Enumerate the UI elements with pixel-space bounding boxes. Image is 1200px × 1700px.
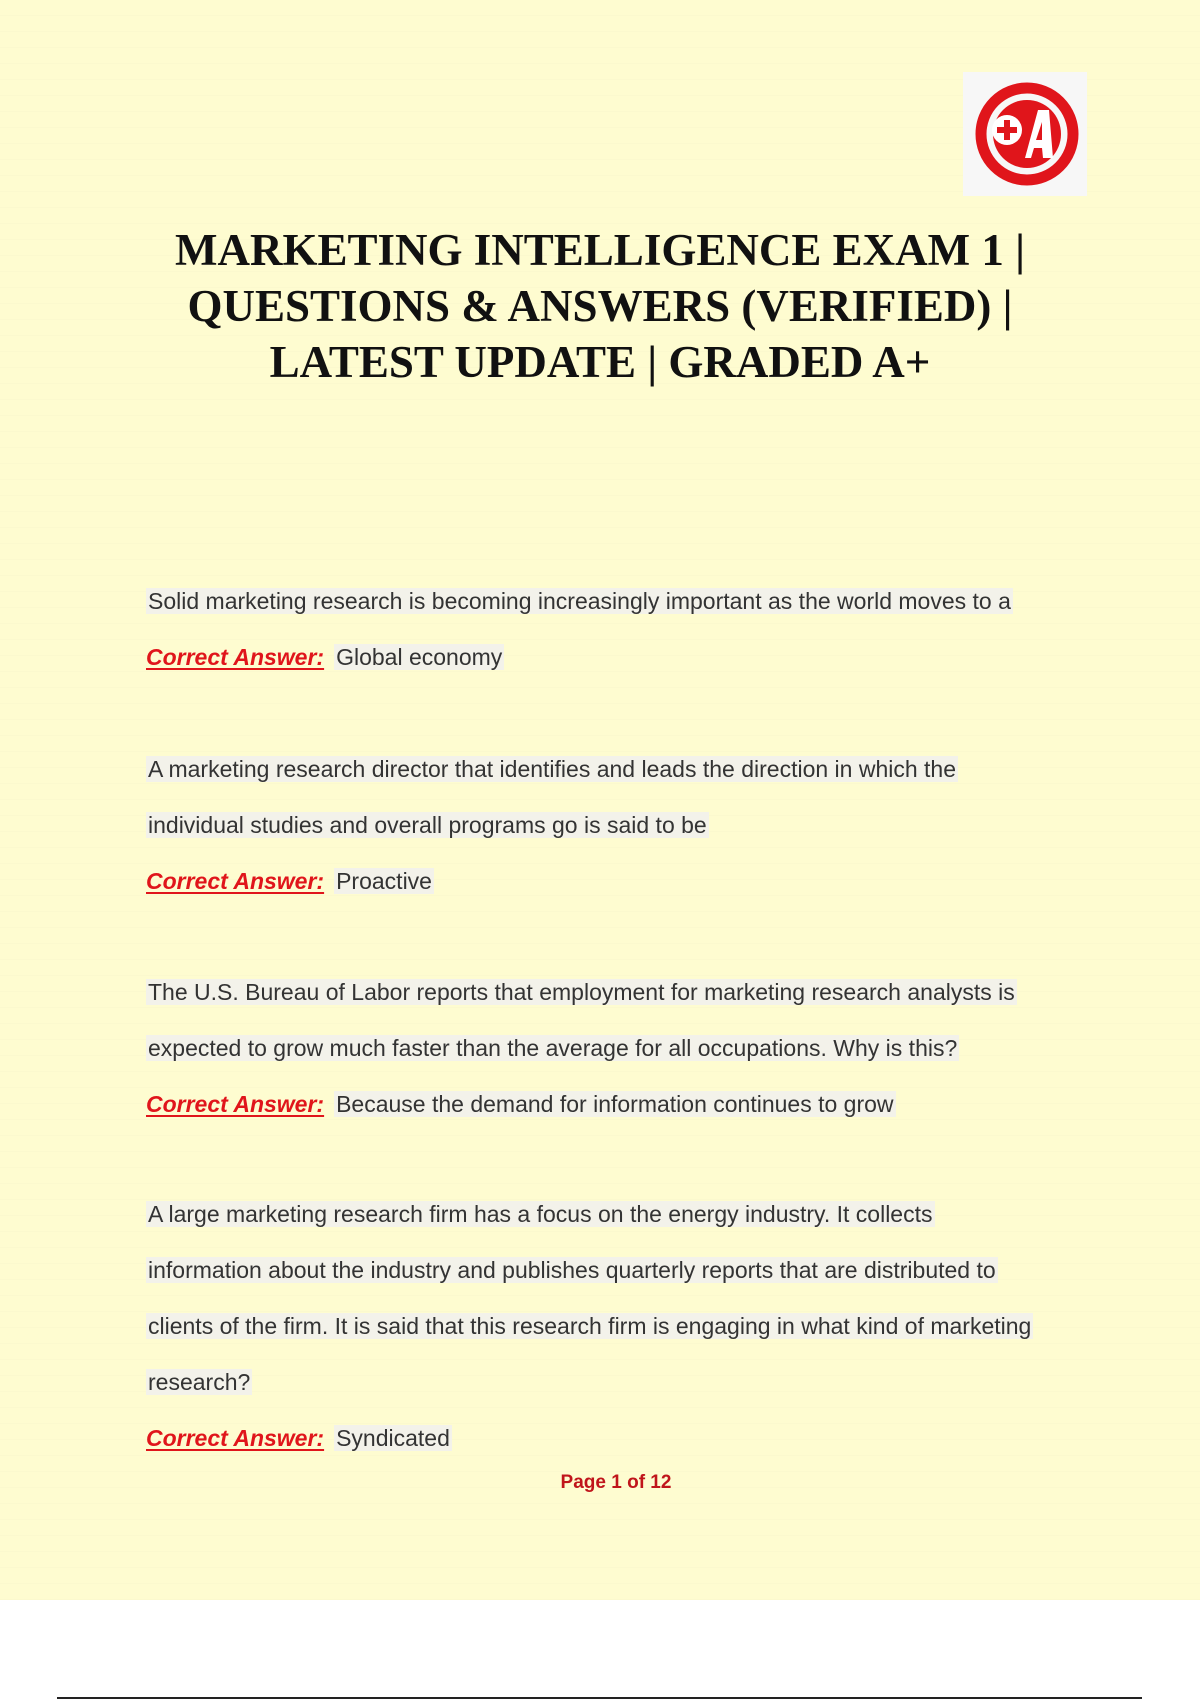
answer-label: Correct Answer:	[146, 868, 325, 894]
question-line: research?	[148, 1369, 251, 1395]
question-line: individual studies and overall programs go is said to be	[148, 812, 707, 838]
answer-label: Correct Answer:	[146, 644, 325, 670]
answer-label: Correct Answer:	[146, 1091, 325, 1117]
answer-line	[146, 863, 1106, 903]
bottom-divider	[57, 1697, 1142, 1699]
answer-value: Proactive	[336, 868, 432, 894]
question-line: clients of the firm. It is said that this research firm is engaging in what kind of marketing	[148, 1313, 1032, 1339]
answer-line	[146, 639, 1106, 679]
qa-item-3	[146, 974, 1106, 1126]
title-line-1: MARKETING INTELLIGENCE EXAM 1 |	[174, 225, 1025, 275]
answer-value: Global economy	[336, 644, 503, 670]
page-number: Page 1 of 12	[560, 1472, 672, 1493]
title-line-2: QUESTIONS & ANSWERS (VERIFIED) |	[187, 281, 1013, 331]
document-title	[100, 222, 1100, 390]
answer-line	[146, 1086, 1106, 1126]
question-line: A marketing research director that identifies and leads the direction in which the	[148, 756, 956, 782]
question-line: Solid marketing research is becoming increasingly important as the world moves to a	[148, 588, 1011, 614]
question-line: The U.S. Bureau of Labor reports that employment for marketing research analysts is	[148, 979, 1015, 1005]
question-line: information about the industry and publishes quarterly reports that are distributed to	[148, 1257, 996, 1283]
brand-logo	[963, 72, 1087, 196]
answer-value: Syndicated	[336, 1425, 450, 1451]
qa-item-2	[146, 751, 1106, 903]
qa-item-1	[146, 583, 1106, 679]
plus-a-logo-icon	[963, 72, 1087, 196]
title-line-3: LATEST UPDATE | GRADED A+	[269, 337, 931, 387]
answer-line	[146, 1420, 1106, 1460]
question-line: expected to grow much faster than the average for all occupations. Why is this?	[148, 1035, 958, 1061]
question-line: A large marketing research firm has a focus on the energy industry. It collects	[148, 1201, 933, 1227]
qa-item-4	[146, 1196, 1106, 1460]
answer-label: Correct Answer:	[146, 1425, 325, 1451]
answer-value: Because the demand for information continues to grow	[336, 1091, 894, 1117]
